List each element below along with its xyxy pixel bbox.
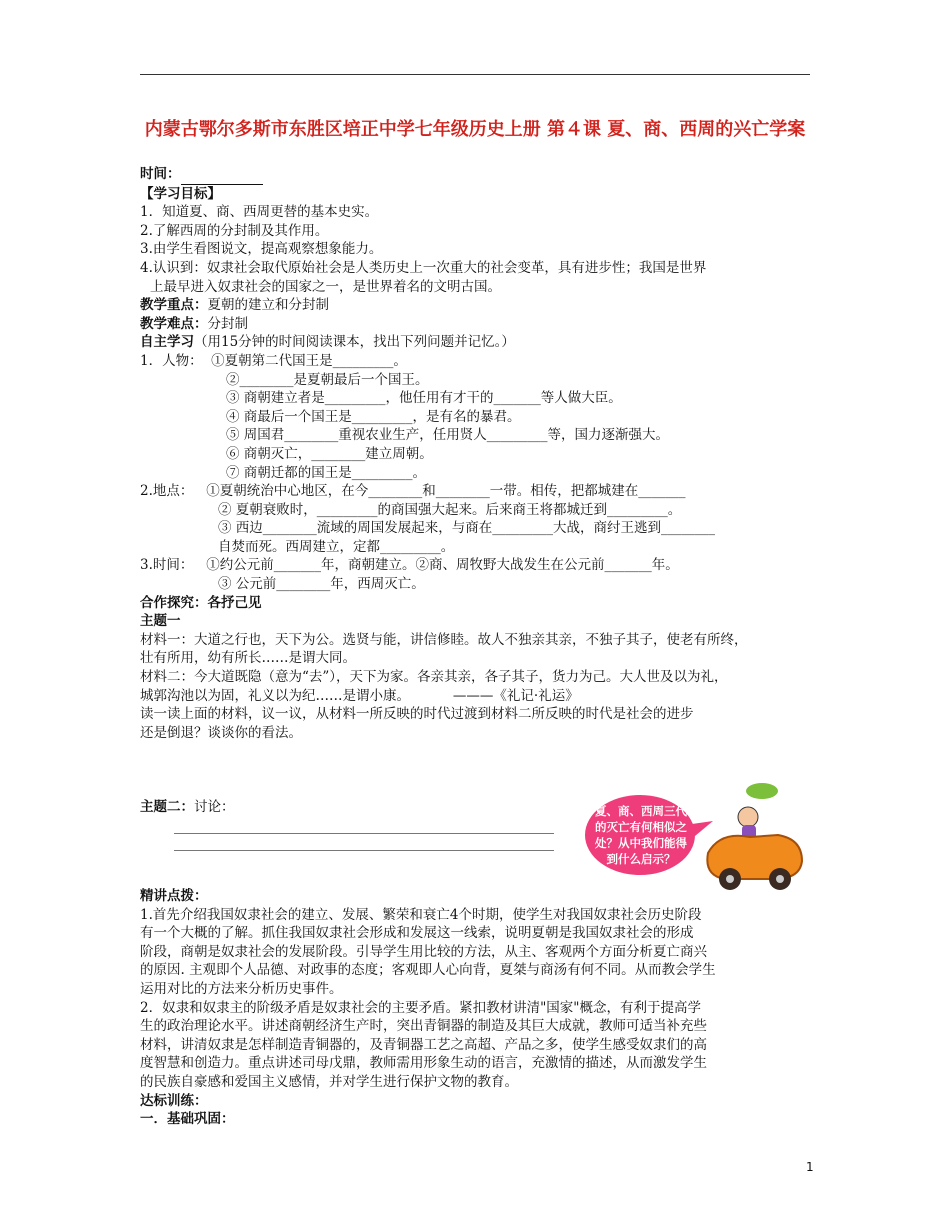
header-rule bbox=[140, 74, 810, 75]
place-question: 2.地点： ①夏朝统治中心地区，在今________和________一带。相传，把都城建在_______ bbox=[140, 483, 686, 500]
self-study-instruction: （用15分钟的时间阅读课本，找出下列问题并记忆。） bbox=[194, 334, 515, 351]
time-label: 时间： bbox=[140, 166, 181, 182]
document-body bbox=[140, 165, 820, 1129]
place-question: ② 夏朝衰败时，_________的商国强大起来。后来商王将都城迁到_________。 bbox=[218, 501, 682, 518]
goal-item: 1．知道夏、商、西周更替的基本史实。 bbox=[140, 204, 379, 221]
topic-two-text: 讨论： bbox=[194, 799, 235, 816]
goal-item: 4.认识到：奴隶社会取代原始社会是人类历史上一次重大的社会变革，具有进步性；我国是世界 bbox=[140, 259, 707, 276]
page-number: 1 bbox=[806, 1160, 814, 1174]
explanation-line: 1.首先介绍我国奴隶社会的建立、发展、繁荣和衰亡4个时期，使学生对我国奴隶社会历史阶段 bbox=[140, 906, 702, 923]
basic-heading: 一．基础巩固： bbox=[140, 1111, 235, 1128]
goal-item: 2.了解西周的分封制及其作用。 bbox=[140, 222, 329, 239]
explanation-line: 运用对比的方法来分析历史事件。 bbox=[140, 980, 343, 997]
explanation-line: 有一个大概的了解。抓住我国奴隶社会形成和发展这一线索，说明夏朝是我国奴隶社会的形成 bbox=[140, 925, 694, 942]
speech-bubble bbox=[585, 795, 695, 875]
topic-one-heading: 主题一 bbox=[140, 613, 181, 630]
time-question: 3.时间： ①约公元前_______年，商朝建立。②商、周牧野大战发生在公元前_______年。 bbox=[140, 557, 679, 574]
material-one-line: 材料一：大道之行也，天下为公。选贤与能，讲信修睦。故人不独亲其亲，不独子其子，使老有所终， bbox=[140, 631, 748, 648]
place-question: ③ 西边________流域的周国发展起来，与商在_________大战，商纣王逃到________ bbox=[218, 520, 716, 537]
material-two-line: 城郭沟池以为固，礼义以为纪……是谓小康。 ———《礼记·礼运》 bbox=[140, 687, 579, 704]
speech-bubble-text: 夏、商、西周三代的灭亡有何相似之处？从中我们能得到什么启示？ bbox=[595, 804, 687, 866]
goal-item: 3.由学生看图说文，提高观察想象能力。 bbox=[140, 241, 383, 258]
explanation-line: 生的政治理论水平。讲述商朝经济生产时，突出青铜器的制造及其巨大成就，教师可适当补充些 bbox=[140, 1018, 707, 1035]
material-one-line: 壮有所用，幼有所长……是谓大同。 bbox=[140, 650, 356, 667]
goals-heading: 【学习目标】 bbox=[140, 185, 221, 202]
practice-heading: 达标训练： bbox=[140, 1092, 208, 1109]
time-line bbox=[140, 165, 820, 185]
self-study-label: 自主学习 bbox=[140, 334, 194, 351]
time-question: ③ 公元前________年，西周灭亡。 bbox=[218, 576, 425, 593]
answer-line[interactable] bbox=[174, 834, 554, 851]
explanation-heading: 精讲点拨： bbox=[140, 888, 208, 904]
document-title: 内蒙古鄂尔多斯市东胜区培正中学七年级历史上册 第４课 夏、商、西周的兴亡学案 bbox=[144, 119, 806, 140]
people-question: 1．人物： ①夏朝第二代国王是_________。 bbox=[140, 352, 407, 369]
key-point-label: 教学重点： bbox=[140, 297, 208, 314]
cartoon-car-illustration bbox=[690, 775, 810, 895]
difficulty-label: 教学难点： bbox=[140, 315, 208, 332]
place-question: 自焚而死。西周建立，定都_________。 bbox=[218, 538, 455, 555]
key-point-line bbox=[140, 296, 820, 315]
people-question: ⑤ 周国君________重视农业生产，任用贤人_________等，国力逐渐强大。 bbox=[226, 427, 670, 444]
explanation-line: 阶段，商朝是奴隶社会的发展阶段。引导学生用比较的方法，从主、客观两个方面分析夏亡商兴 bbox=[140, 943, 707, 960]
difficulty-text: 分封制 bbox=[207, 315, 248, 332]
explanation-line: 的原因. 主观即个人品德、对政事的态度；客观即人心向背，夏桀与商汤有何不同。从而教会学生 bbox=[140, 962, 716, 979]
answer-line[interactable] bbox=[174, 817, 554, 834]
topic-two-label: 主题二： bbox=[140, 799, 194, 816]
explanation-line: 度智慧和创造力。重点讲述司母戊鼎，教师需用形象生动的语言，充激情的描述，从而激发学生 bbox=[140, 1055, 707, 1072]
people-question: ⑦ 商朝迁都的国王是_________。 bbox=[226, 464, 427, 481]
explanation-line: 2．奴隶和奴隶主的阶级矛盾是奴隶社会的主要矛盾。紧扣教材讲清"国家"概念，有利于提高学 bbox=[140, 999, 702, 1016]
people-question: ④ 商最后一个国王是_________，是有名的暴君。 bbox=[226, 408, 521, 425]
explanation-line: 材料，讲清奴隶是怎样制造青铜器的，及青铜器工艺之高超、产品之多，使学生感受奴隶们的高 bbox=[140, 1036, 707, 1053]
people-question: ③ 商朝建立者是_________，他任用有才干的_______等人做大臣。 bbox=[226, 390, 622, 407]
topic-one-question: 读一读上面的材料，议一议，从材料一所反映的时代过渡到材料二所反映的时代是社会的进步 bbox=[140, 706, 694, 723]
time-blank bbox=[181, 165, 263, 185]
key-point-text: 夏朝的建立和分封制 bbox=[207, 297, 329, 314]
material-two-line: 材料二：今大道既隐（意为“去”），天下为家。各亲其亲，各子其子，货力为己。大人世及以为礼， bbox=[140, 669, 728, 686]
explanation-line: 的民族自豪感和爱国主义感情，并对学生进行保护文物的教育。 bbox=[140, 1073, 518, 1090]
self-study-line bbox=[140, 333, 820, 352]
cooperation-heading: 合作探究：各抒己见 bbox=[140, 594, 262, 611]
people-question: ②________是夏朝最后一个国王。 bbox=[226, 371, 429, 388]
goal-item: 上最早进入奴隶社会的国家之一，是世界着名的文明古国。 bbox=[150, 278, 501, 295]
topic-one-question: 还是倒退？谈谈你的看法。 bbox=[140, 724, 302, 741]
difficulty-line bbox=[140, 315, 820, 334]
people-question: ⑥ 商朝灭亡，________建立周朝。 bbox=[226, 445, 433, 462]
